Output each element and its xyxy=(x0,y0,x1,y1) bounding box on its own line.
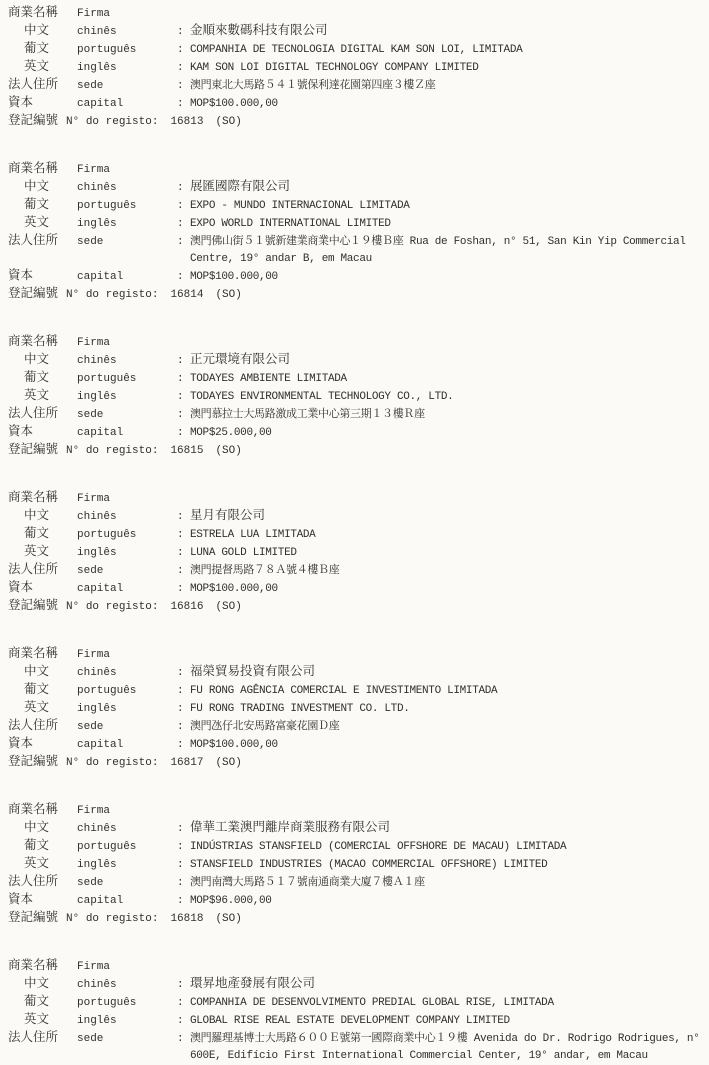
colon: : xyxy=(177,565,184,577)
company-name-portuguese-value: EXPO - MUNDO INTERNACIONAL LIMITADA xyxy=(190,200,410,212)
label-firma-zh: 商業名稱 xyxy=(8,162,59,176)
company-name-english-value: TODAYES ENVIRONMENTAL TECHNOLOGY CO., LTD. xyxy=(190,391,454,403)
capital-row xyxy=(8,892,704,910)
capital-value: MOP$25.000,00 xyxy=(190,427,272,439)
label-english-pt: inglês xyxy=(77,859,117,871)
label-english-pt: inglês xyxy=(77,391,117,403)
colon: : xyxy=(177,877,184,889)
registered-office-value: 澳門東北大馬路５４１號保利達花園第四座３樓Ｚ座 xyxy=(190,80,436,92)
label-sede-pt: sede xyxy=(77,721,104,733)
colon: : xyxy=(177,997,184,1009)
label-chinese-zh: 中文 xyxy=(24,24,50,38)
label-chinese-pt: chinês xyxy=(77,823,117,835)
registration-number-row xyxy=(8,442,704,460)
firma-header-row xyxy=(8,802,704,820)
label-capital-zh: 資本 xyxy=(8,893,34,907)
label-capital-zh: 資本 xyxy=(8,269,34,283)
chinese-name-row xyxy=(8,352,704,370)
portuguese-name-row xyxy=(8,197,704,215)
company-name-portuguese-value: COMPANHIA DE DESENVOLVIMENTO PREDIAL GLOBAL RISE, LIMITADA xyxy=(190,997,554,1009)
label-english-zh: 英文 xyxy=(24,701,50,715)
label-firma-zh: 商業名稱 xyxy=(8,6,59,20)
chinese-name-row xyxy=(8,820,704,838)
colon: : xyxy=(177,182,184,194)
company-name-chinese-value: 星月有限公司 xyxy=(190,509,266,523)
capital-value: MOP$96.000,00 xyxy=(190,895,272,907)
company-name-portuguese-value: INDÚSTRIAS STANSFIELD (COMERCIAL OFFSHORE DE MACAU) LIMITADA xyxy=(190,841,567,853)
label-english-zh: 英文 xyxy=(24,389,50,403)
label-firma-pt: Firma xyxy=(77,805,111,817)
label-sede-zh: 法人住所 xyxy=(8,719,59,733)
registration-number-row xyxy=(8,113,704,131)
capital-row xyxy=(8,424,704,442)
english-name-row xyxy=(8,544,704,562)
registration-number-value: 16813 xyxy=(170,116,204,128)
company-name-english-value: STANSFIELD INDUSTRIES (MACAO COMMERCIAL OFFSHORE) LIMITED xyxy=(190,859,548,871)
label-sede-pt: sede xyxy=(77,1033,104,1045)
colon: : xyxy=(177,373,184,385)
colon: : xyxy=(177,547,184,559)
registered-office-row xyxy=(8,77,704,95)
label-english-zh: 英文 xyxy=(24,857,50,871)
chinese-name-row xyxy=(8,508,704,526)
colon: : xyxy=(177,271,184,283)
colon: : xyxy=(177,427,184,439)
label-registo-zh: 登記編號 xyxy=(8,443,59,457)
colon: : xyxy=(177,721,184,733)
registered-office-value: 澳門羅理基博士大馬路６００Ｅ號第一國際商業中心１９樓 Avenida do Dr. Rodrigo Rodrigues, n° 600E, Edifício First International Commercial Center, 19° andar, em Macau xyxy=(190,1033,700,1062)
colon: : xyxy=(177,44,184,56)
colon: : xyxy=(177,703,184,715)
registered-office-row xyxy=(8,874,704,892)
registered-office-row xyxy=(8,233,704,268)
label-registo-pt: N° do registo: xyxy=(66,757,159,769)
label-english-zh: 英文 xyxy=(24,60,50,74)
label-chinese-zh: 中文 xyxy=(24,821,50,835)
company-name-english-value: LUNA GOLD LIMITED xyxy=(190,547,297,559)
company-name-english-value: EXPO WORLD INTERNATIONAL LIMITED xyxy=(190,218,391,230)
colon: : xyxy=(177,391,184,403)
label-firma-zh: 商業名稱 xyxy=(8,335,59,349)
registered-office-value: 澳門南灣大馬路５１７號南通商業大廈７樓Ａ１座 xyxy=(190,877,425,889)
label-portuguese-pt: português xyxy=(77,200,137,212)
company-name-chinese-value: 環昇地產發展有限公司 xyxy=(190,977,316,991)
label-portuguese-pt: português xyxy=(77,685,137,697)
colon: : xyxy=(177,529,184,541)
registered-office-row xyxy=(8,718,704,736)
capital-value: MOP$100.000,00 xyxy=(190,583,278,595)
label-chinese-pt: chinês xyxy=(77,667,117,679)
english-name-row xyxy=(8,215,704,233)
label-firma-pt: Firma xyxy=(77,961,111,973)
portuguese-name-row xyxy=(8,838,704,856)
registered-office-row xyxy=(8,1030,704,1065)
label-registo-zh: 登記編號 xyxy=(8,114,59,128)
label-firma-pt: Firma xyxy=(77,337,111,349)
label-capital-pt: capital xyxy=(77,271,124,283)
registered-office-value: 澳門氹仔北安馬路富豪花園Ｄ座 xyxy=(190,721,340,733)
portuguese-name-row xyxy=(8,526,704,544)
label-capital-pt: capital xyxy=(77,739,124,751)
label-portuguese-zh: 葡文 xyxy=(24,198,50,212)
colon: : xyxy=(177,511,184,523)
label-english-zh: 英文 xyxy=(24,545,50,559)
registered-office-value: 澳門慕拉士大馬路激成工業中心第三期１３樓Ｒ座 xyxy=(190,409,425,421)
registration-suffix: (SO) xyxy=(215,445,242,457)
label-sede-pt: sede xyxy=(77,236,104,248)
registration-suffix: (SO) xyxy=(215,289,242,301)
company-name-portuguese-value: FU RONG AGÊNCIA COMERCIAL E INVESTIMENTO LIMITADA xyxy=(190,685,498,697)
chinese-name-row xyxy=(8,23,704,41)
registration-suffix: (SO) xyxy=(215,116,242,128)
capital-value: MOP$100.000,00 xyxy=(190,271,278,283)
label-chinese-zh: 中文 xyxy=(24,180,50,194)
capital-value: MOP$100.000,00 xyxy=(190,739,278,751)
colon: : xyxy=(177,583,184,595)
colon: : xyxy=(177,1033,184,1045)
label-sede-pt: sede xyxy=(77,409,104,421)
label-portuguese-pt: português xyxy=(77,44,137,56)
colon: : xyxy=(177,236,184,248)
colon: : xyxy=(177,26,184,38)
label-registo-zh: 登記編號 xyxy=(8,755,59,769)
label-registo-pt: N° do registo: xyxy=(66,913,159,925)
label-sede-pt: sede xyxy=(77,877,104,889)
colon: : xyxy=(177,841,184,853)
english-name-row xyxy=(8,700,704,718)
label-firma-pt: Firma xyxy=(77,8,111,20)
label-portuguese-pt: português xyxy=(77,529,137,541)
label-english-pt: inglês xyxy=(77,547,117,559)
registration-number-value: 16816 xyxy=(170,601,204,613)
portuguese-name-row xyxy=(8,41,704,59)
company-name-portuguese-value: TODAYES AMBIENTE LIMITADA xyxy=(190,373,347,385)
company-name-chinese-value: 金順來數碼科技有限公司 xyxy=(190,24,328,38)
company-entry xyxy=(8,958,704,1065)
label-sede-zh: 法人住所 xyxy=(8,407,59,421)
colon: : xyxy=(177,62,184,74)
registration-suffix: (SO) xyxy=(215,601,242,613)
label-portuguese-pt: português xyxy=(77,373,137,385)
firma-header-row xyxy=(8,646,704,664)
label-portuguese-zh: 葡文 xyxy=(24,371,50,385)
company-entry xyxy=(8,490,704,616)
capital-row xyxy=(8,95,704,113)
registration-suffix: (SO) xyxy=(215,913,242,925)
company-name-english-value: GLOBAL RISE REAL ESTATE DEVELOPMENT COMPANY LIMITED xyxy=(190,1015,510,1027)
label-sede-zh: 法人住所 xyxy=(8,875,59,889)
label-chinese-pt: chinês xyxy=(77,511,117,523)
colon: : xyxy=(177,409,184,421)
label-sede-zh: 法人住所 xyxy=(8,1031,59,1045)
label-portuguese-zh: 葡文 xyxy=(24,527,50,541)
registration-number-row xyxy=(8,910,704,928)
label-english-zh: 英文 xyxy=(24,1013,50,1027)
chinese-name-row xyxy=(8,976,704,994)
colon: : xyxy=(177,1015,184,1027)
label-capital-pt: capital xyxy=(77,427,124,439)
label-registo-pt: N° do registo: xyxy=(66,116,159,128)
registered-office-row xyxy=(8,406,704,424)
english-name-row xyxy=(8,59,704,77)
label-sede-zh: 法人住所 xyxy=(8,563,59,577)
registered-office-value: 澳門提督馬路７８Ａ號４樓Ｂ座 xyxy=(190,565,340,577)
company-name-english-value: KAM SON LOI DIGITAL TECHNOLOGY COMPANY LIMITED xyxy=(190,62,479,74)
label-sede-pt: sede xyxy=(77,80,104,92)
label-english-pt: inglês xyxy=(77,703,117,715)
label-firma-zh: 商業名稱 xyxy=(8,491,59,505)
colon: : xyxy=(177,355,184,367)
label-chinese-pt: chinês xyxy=(77,26,117,38)
registration-number-row xyxy=(8,598,704,616)
english-name-row xyxy=(8,1012,704,1030)
label-firma-pt: Firma xyxy=(77,164,111,176)
colon: : xyxy=(177,895,184,907)
company-entry xyxy=(8,646,704,772)
company-name-english-value: FU RONG TRADING INVESTMENT CO. LTD. xyxy=(190,703,410,715)
company-entry xyxy=(8,802,704,928)
label-chinese-zh: 中文 xyxy=(24,665,50,679)
label-english-pt: inglês xyxy=(77,62,117,74)
label-firma-zh: 商業名稱 xyxy=(8,647,59,661)
colon: : xyxy=(177,859,184,871)
registration-number-value: 16818 xyxy=(170,913,204,925)
company-entry xyxy=(8,161,704,304)
label-english-pt: inglês xyxy=(77,218,117,230)
label-registo-zh: 登記編號 xyxy=(8,287,59,301)
label-registo-pt: N° do registo: xyxy=(66,601,159,613)
firma-header-row xyxy=(8,490,704,508)
company-entry xyxy=(8,5,704,131)
capital-row xyxy=(8,580,704,598)
label-capital-zh: 資本 xyxy=(8,581,34,595)
chinese-name-row xyxy=(8,664,704,682)
capital-row xyxy=(8,268,704,286)
label-registo-zh: 登記編號 xyxy=(8,911,59,925)
registration-suffix: (SO) xyxy=(215,757,242,769)
label-registo-zh: 登記編號 xyxy=(8,599,59,613)
colon: : xyxy=(177,98,184,110)
label-chinese-pt: chinês xyxy=(77,182,117,194)
label-sede-zh: 法人住所 xyxy=(8,78,59,92)
portuguese-name-row xyxy=(8,682,704,700)
label-registo-pt: N° do registo: xyxy=(66,445,159,457)
label-capital-zh: 資本 xyxy=(8,425,34,439)
label-portuguese-zh: 葡文 xyxy=(24,42,50,56)
registration-number-value: 16815 xyxy=(170,445,204,457)
label-chinese-zh: 中文 xyxy=(24,353,50,367)
label-portuguese-pt: português xyxy=(77,997,137,1009)
company-name-portuguese-value: COMPANHIA DE TECNOLOGIA DIGITAL KAM SON LOI, LIMITADA xyxy=(190,44,523,56)
label-english-zh: 英文 xyxy=(24,216,50,230)
english-name-row xyxy=(8,388,704,406)
registration-number-value: 16817 xyxy=(170,757,204,769)
company-name-chinese-value: 福榮貿易投資有限公司 xyxy=(190,665,316,679)
label-portuguese-zh: 葡文 xyxy=(24,839,50,853)
label-capital-pt: capital xyxy=(77,98,124,110)
portuguese-name-row xyxy=(8,994,704,1012)
colon: : xyxy=(177,80,184,92)
label-firma-zh: 商業名稱 xyxy=(8,803,59,817)
firma-header-row xyxy=(8,161,704,179)
registered-office-value: 澳門佛山街５１號新建業商業中心１９樓Ｂ座 Rua de Foshan, n° 51, San Kin Yip Commercial Centre, 19° andar B, em Macau xyxy=(190,236,686,265)
label-registo-pt: N° do registo: xyxy=(66,289,159,301)
label-english-pt: inglês xyxy=(77,1015,117,1027)
colon: : xyxy=(177,218,184,230)
label-capital-zh: 資本 xyxy=(8,96,34,110)
colon: : xyxy=(177,739,184,751)
label-firma-pt: Firma xyxy=(77,649,111,661)
capital-row xyxy=(8,736,704,754)
colon: : xyxy=(177,685,184,697)
colon: : xyxy=(177,823,184,835)
firma-header-row xyxy=(8,958,704,976)
registration-number-value: 16814 xyxy=(170,289,204,301)
label-capital-zh: 資本 xyxy=(8,737,34,751)
label-sede-zh: 法人住所 xyxy=(8,234,59,248)
label-capital-pt: capital xyxy=(77,895,124,907)
firma-header-row xyxy=(8,5,704,23)
label-chinese-zh: 中文 xyxy=(24,977,50,991)
registration-number-row xyxy=(8,754,704,772)
label-sede-pt: sede xyxy=(77,565,104,577)
label-chinese-zh: 中文 xyxy=(24,509,50,523)
company-name-chinese-value: 展匯國際有限公司 xyxy=(190,180,291,194)
label-firma-pt: Firma xyxy=(77,493,111,505)
colon: : xyxy=(177,979,184,991)
label-portuguese-zh: 葡文 xyxy=(24,995,50,1009)
company-entry xyxy=(8,334,704,460)
portuguese-name-row xyxy=(8,370,704,388)
colon: : xyxy=(177,200,184,212)
label-firma-zh: 商業名稱 xyxy=(8,959,59,973)
company-name-portuguese-value: ESTRELA LUA LIMITADA xyxy=(190,529,316,541)
registration-number-row xyxy=(8,286,704,304)
label-portuguese-zh: 葡文 xyxy=(24,683,50,697)
label-chinese-pt: chinês xyxy=(77,355,117,367)
company-name-chinese-value: 正元環境有限公司 xyxy=(190,353,291,367)
registered-office-row xyxy=(8,562,704,580)
firma-header-row xyxy=(8,334,704,352)
colon: : xyxy=(177,667,184,679)
label-capital-pt: capital xyxy=(77,583,124,595)
label-chinese-pt: chinês xyxy=(77,979,117,991)
chinese-name-row xyxy=(8,179,704,197)
company-name-chinese-value: 偉華工業澳門離岸商業服務有限公司 xyxy=(190,821,391,835)
label-portuguese-pt: português xyxy=(77,841,137,853)
capital-value: MOP$100.000,00 xyxy=(190,98,278,110)
english-name-row xyxy=(8,856,704,874)
